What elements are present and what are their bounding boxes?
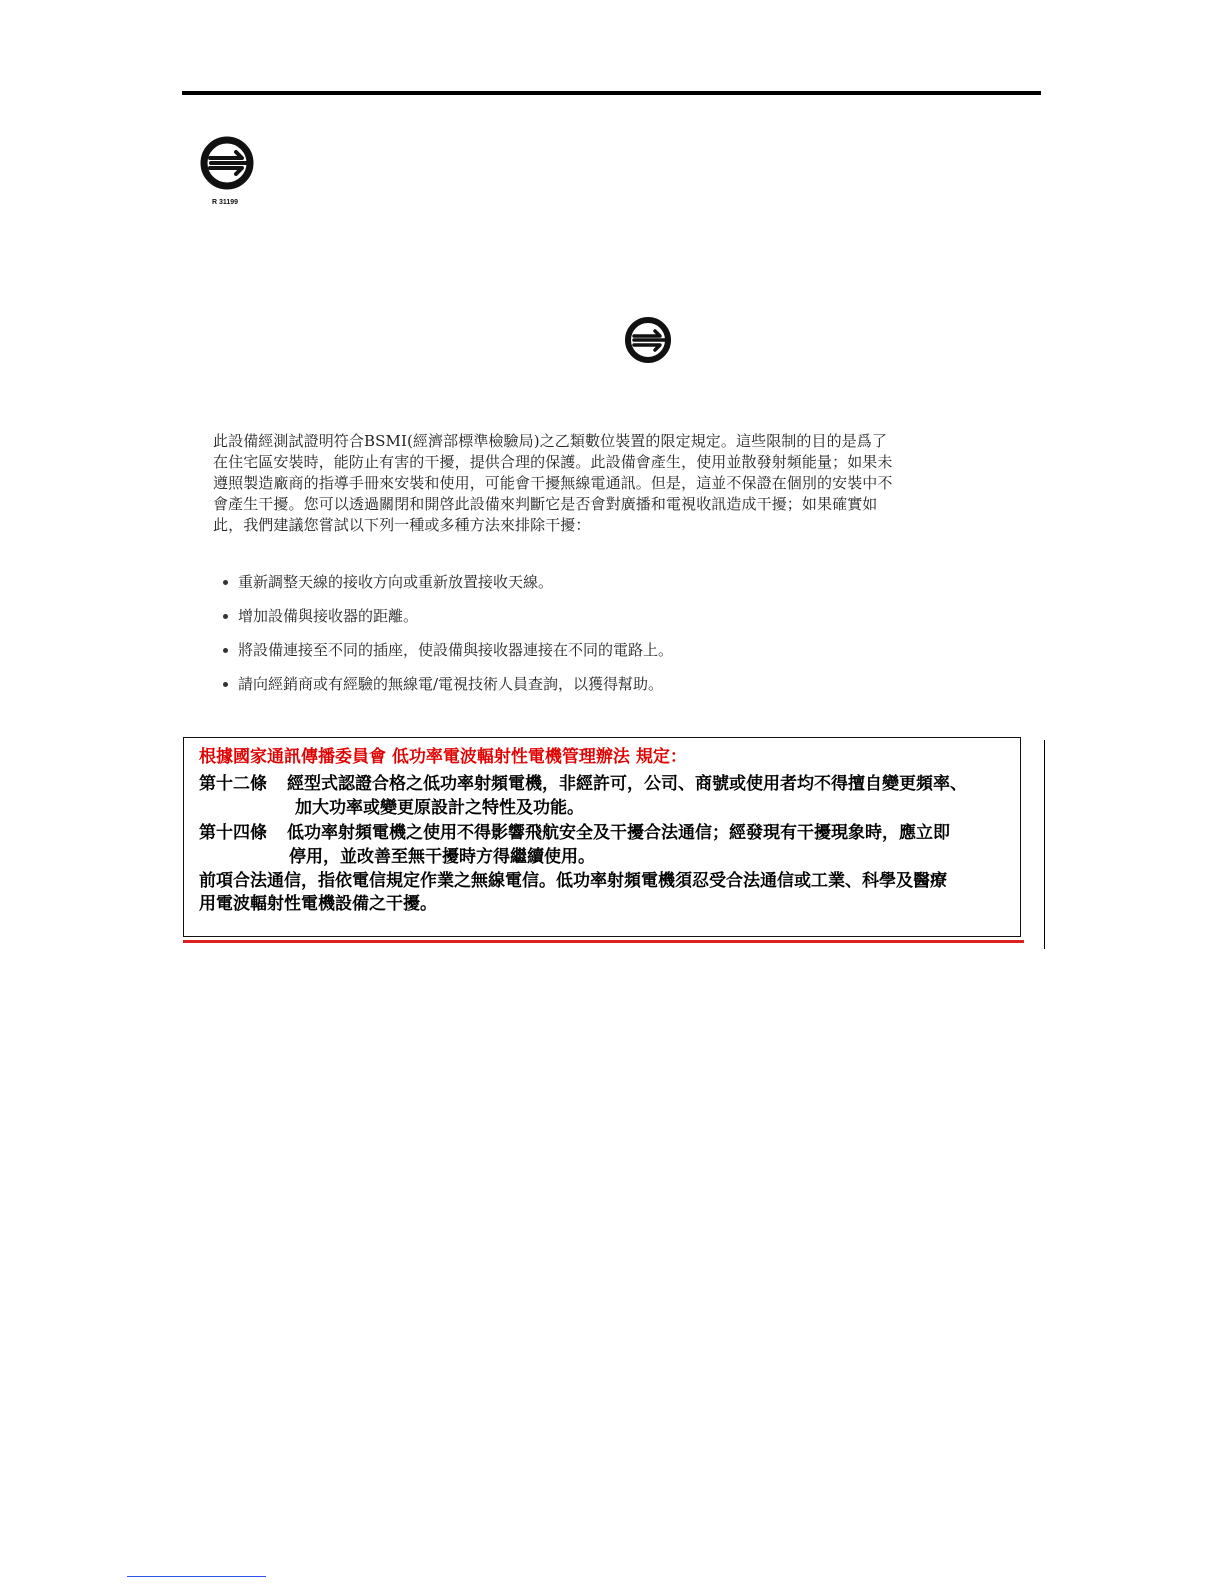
remedy-text: 將設備連接至不同的插座，使設備與接收器連接在不同的電路上。 [238, 641, 674, 659]
regulation-heading: 根據國家通訊傳播委員會 低功率電波輻射性電機管理辦法 規定： [199, 747, 687, 767]
bullet-icon [223, 682, 228, 687]
closing-line-2: 用電波輻射性電機設備之干擾。 [199, 894, 437, 914]
bsmi-mark-icon [622, 314, 674, 366]
list-item [223, 605, 873, 639]
article-12-text: 經型式認證合格之低功率射頻電機，非經許可，公司、商號或使用者均不得擅自變更頻率、 [287, 774, 967, 794]
interference-remedies-list [223, 571, 873, 707]
bullet-icon [223, 580, 228, 585]
remedy-text: 請向經銷商或有經驗的無線電/電視技術人員查詢，以獲得幫助。 [238, 675, 664, 693]
article-14-text: 低功率射頻電機之使用不得影響飛航安全及干擾合法通信；經發現有干擾現象時，應立即 [287, 823, 950, 843]
article-12-label: 第十二條 [199, 774, 267, 794]
remedy-text: 重新調整天線的接收方向或重新放置接收天線。 [238, 573, 554, 591]
list-item [223, 673, 873, 707]
ncc-regulation-box [183, 737, 1021, 937]
bullet-icon [223, 648, 228, 653]
top-horizontal-rule [182, 91, 1041, 95]
article-14-line-1 [199, 820, 950, 846]
footer-link-underline[interactable] [127, 1576, 266, 1577]
right-margin-rule [1044, 740, 1045, 949]
list-item [223, 639, 873, 673]
regulation-box-red-rule [183, 940, 1024, 943]
bullet-icon [223, 614, 228, 619]
list-item [223, 571, 873, 605]
article-14-label: 第十四條 [199, 823, 267, 843]
certification-code: R 31199 [212, 199, 239, 206]
remedy-text: 增加設備與接收器的距離。 [238, 607, 419, 625]
article-12-line-2: 加大功率或變更原設計之特性及功能。 [295, 798, 584, 818]
closing-line-1: 前項合法通信，指依電信規定作業之無線電信。低功率射頻電機須忍受合法通信或工業、科學及醫療 [199, 871, 947, 891]
article-12-line-1 [199, 771, 967, 797]
article-14-line-2: 停用，並改善至無干擾時方得繼續使用。 [289, 847, 595, 867]
bsmi-mark-icon [197, 134, 257, 192]
bsmi-notice-paragraph: 此設備經測試證明符合BSMI(經濟部標準檢驗局)之乙類數位裝置的限定規定。這些限制的目的是爲了在住宅區安裝時，能防止有害的干擾，提供合理的保護。此設備會產生，使用並散發射頻能量；如果未遵照製造廠商的指導手冊來安裝和使用，可能會干擾無線電通訊。但是，這並不保證在個別的安裝中不會產生干擾。您可以透過關閉和開啓此設備來判斷它是否會對廣播和電視收訊造成干擾；如果確實如此，我們建議您嘗試以下列一種或多種方法來排除干擾： [213, 432, 893, 534]
